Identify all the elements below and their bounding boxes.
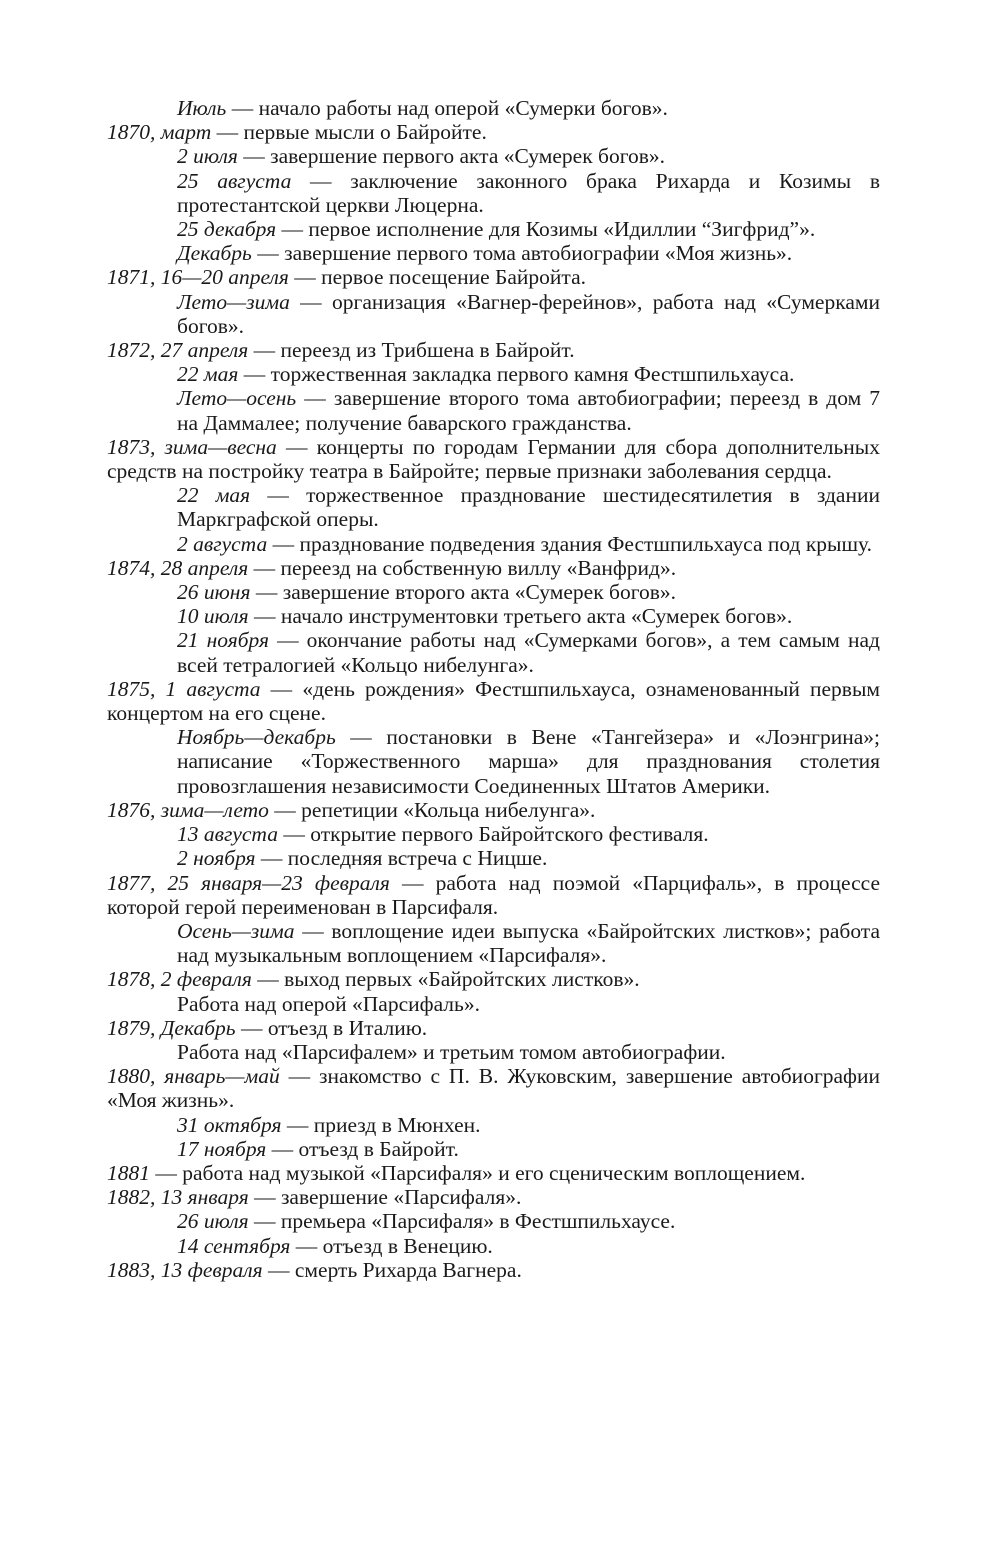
entry-text: — приезд в Мюнхен. (281, 1112, 481, 1137)
chronology-sub-entry (107, 532, 880, 556)
entry-text: — репетиции «Кольца нибелунга». (268, 797, 596, 822)
entry-text: — смерть Рихарда Вагнера. (262, 1257, 522, 1282)
chronology-year-entry (107, 1016, 880, 1040)
entry-text: — отъезд в Байройт. (266, 1136, 459, 1161)
entry-date: 10 июля (177, 604, 249, 629)
entry-date: 13 августа (177, 822, 278, 847)
entry-date: 1883, 13 февраля (107, 1257, 263, 1282)
entry-text: — завершение «Парсифаля». (248, 1185, 522, 1210)
entry-text: — воплощение идеи выпуска «Байройтских листков»; работа над музыкальным воплощением «Парсифаля». (177, 918, 880, 968)
entry-date: 25 декабря (177, 217, 277, 242)
entry-date: 1881 (107, 1160, 150, 1185)
chronology-year-entry (107, 120, 880, 144)
entry-text: — заключение законного брака Рихарда и Козимы в протестантской церкви Люцерна. (177, 168, 880, 217)
chronology-sub-entry (107, 96, 880, 120)
entry-date: 1877, 25 января—23 февраля (107, 870, 390, 895)
entry-date: 1873, зима—весна (107, 434, 277, 459)
chronology-sub-entry (107, 822, 880, 846)
chronology-list (107, 96, 880, 1282)
entry-date: Лето—осень (177, 386, 297, 411)
entry-text: — открытие первого Байройтского фестиваля. (277, 822, 709, 847)
entry-text: — концерты по городам Германии для сбора дополнительных средств на постройку театра в Байройте; первые признаки заболевания сердца. (107, 434, 880, 484)
entry-date: 25 августа (177, 168, 292, 193)
chronology-sub-entry (107, 604, 880, 628)
entry-text: — выход первых «Байройтских листков». (251, 967, 640, 992)
entry-text: — работа над поэмой «Парцифаль», в процессе которой герой переименован в Парсифаля. (107, 870, 880, 919)
chronology-sub-entry (107, 241, 880, 265)
entry-text: Работа над оперой «Парсифаль». (177, 991, 480, 1016)
chronology-sub-entry (107, 290, 880, 338)
chronology-sub-entry (107, 992, 880, 1016)
entry-date: 1876, зима—лето (107, 797, 269, 822)
chronology-sub-entry (107, 1040, 880, 1064)
entry-text: — завершение первого акта «Сумерек богов». (237, 144, 666, 169)
chronology-year-entry (107, 1185, 880, 1209)
entry-text: — празднование подведения здания Фестшпильхауса под крышу. (267, 531, 873, 556)
entry-text: — отъезд в Венецию. (290, 1233, 493, 1258)
entry-text: — знакомство с П. В. Жуковским, завершение автобиографии «Моя жизнь». (107, 1064, 880, 1113)
chronology-sub-entry (107, 144, 880, 168)
chronology-year-entry (107, 556, 880, 580)
entry-date: Лето—зима (177, 289, 290, 314)
entry-date: 26 июля (177, 1209, 249, 1234)
chronology-year-entry (107, 1064, 880, 1112)
entry-date: Декабрь (177, 241, 252, 266)
entry-date: Осень—зима (177, 918, 295, 943)
entry-text: — последняя встреча с Ницше. (255, 846, 548, 871)
entry-date: 17 ноября (177, 1136, 267, 1161)
entry-date: 22 мая (177, 483, 251, 508)
chronology-year-entry (107, 338, 880, 362)
entry-text: — премьера «Парсифаля» в Фестшпильхаусе. (248, 1209, 676, 1234)
chronology-sub-entry (107, 580, 880, 604)
entry-date: 2 августа (177, 531, 268, 556)
chronology-sub-entry (107, 1234, 880, 1258)
entry-date: Ноябрь—декабрь (177, 725, 336, 750)
chronology-year-entry (107, 1258, 880, 1282)
entry-date: 21 ноября (177, 628, 269, 653)
chronology-sub-entry (107, 725, 880, 798)
chronology-sub-entry (107, 628, 880, 676)
entry-date: 31 октября (177, 1112, 282, 1137)
entry-text: — организация «Вагнер-ферейнов», работа над «Сумерками богов». (177, 289, 880, 338)
entry-text: — отъезд в Италию. (235, 1015, 428, 1040)
entry-text: — начало работы над оперой «Сумерки богов». (226, 96, 668, 120)
chronology-sub-entry (107, 919, 880, 967)
chronology-sub-entry (107, 386, 880, 434)
entry-text: — окончание работы над «Сумерками богов», а тем самым над всей тетралогией «Кольцо нибелунга». (177, 628, 880, 677)
chronology-year-entry (107, 435, 880, 483)
entry-text: — первое посещение Байройта. (288, 265, 587, 290)
entry-text: — завершение первого тома автобиографии «Моя жизнь». (251, 241, 793, 266)
entry-text: Работа над «Парсифалем» и третьим томом автобиографии. (177, 1039, 726, 1064)
entry-text: — первое исполнение для Козимы «Идиллии “Зигфрид”». (276, 217, 816, 242)
entry-date: 22 мая (177, 362, 239, 387)
chronology-year-entry (107, 798, 880, 822)
entry-date: 1871, 16—20 апреля (107, 265, 289, 290)
entry-text: — завершение второго тома автобиографии; переезд в дом 7 на Даммалее; получение баварского гражданства. (177, 386, 880, 435)
entry-date: 2 июля (177, 144, 238, 169)
chronology-sub-entry (107, 1113, 880, 1137)
entry-date: 26 июня (177, 580, 251, 605)
chronology-year-entry (107, 1161, 880, 1185)
chronology-sub-entry (107, 483, 880, 531)
entry-date: 1878, 2 февраля (107, 967, 252, 992)
chronology-sub-entry (107, 846, 880, 870)
entry-text: — торжественная закладка первого камня Фестшпильхауса. (238, 362, 795, 387)
entry-date: 1882, 13 января (107, 1185, 249, 1210)
entry-date: 1875, 1 августа (107, 676, 261, 701)
chronology-sub-entry (107, 362, 880, 386)
chronology-year-entry (107, 871, 880, 919)
chronology-year-entry (107, 967, 880, 991)
entry-text: — начало инструментовки третьего акта «Сумерек богов». (248, 604, 793, 629)
entry-text: — переезд на собственную виллу «Ванфрид». (248, 555, 677, 580)
entry-date: 1874, 28 апреля (107, 555, 249, 580)
entry-date: Июль (177, 96, 227, 120)
chronology-sub-entry (107, 169, 880, 217)
entry-date: 1870, март (107, 120, 212, 145)
chronology-year-entry (107, 265, 880, 289)
entry-text: — переезд из Трибшена в Байройт. (248, 338, 575, 363)
entry-text: — работа над музыкой «Парсифаля» и его сценическим воплощением. (150, 1160, 806, 1185)
entry-text: — первые мысли о Байройте. (211, 120, 487, 145)
entry-text: — завершение второго акта «Сумерек богов». (250, 580, 677, 605)
chronology-sub-entry (107, 217, 880, 241)
chronology-sub-entry (107, 1137, 880, 1161)
entry-date: 14 сентября (177, 1233, 291, 1258)
entry-text: — «день рождения» Фестшпильхауса, ознаменованный первым концертом на его сцене. (107, 676, 880, 726)
chronology-year-entry (107, 677, 880, 725)
entry-text: — торжественное празднование шестидесятилетия в здании Маркграфской оперы. (177, 483, 880, 532)
entry-date: 1872, 27 апреля (107, 338, 249, 363)
entry-date: 1880, январь—май (107, 1064, 280, 1089)
entry-date: 1879, Декабрь (107, 1015, 236, 1040)
entry-text: — постановки в Вене «Тангейзера» и «Лоэнгрина»; написание «Торжественного марша» для празднования столетия провозглашения независимости Соединенных Штатов Америки. (177, 725, 880, 798)
chronology-sub-entry (107, 1209, 880, 1233)
entry-date: 2 ноября (177, 846, 256, 871)
